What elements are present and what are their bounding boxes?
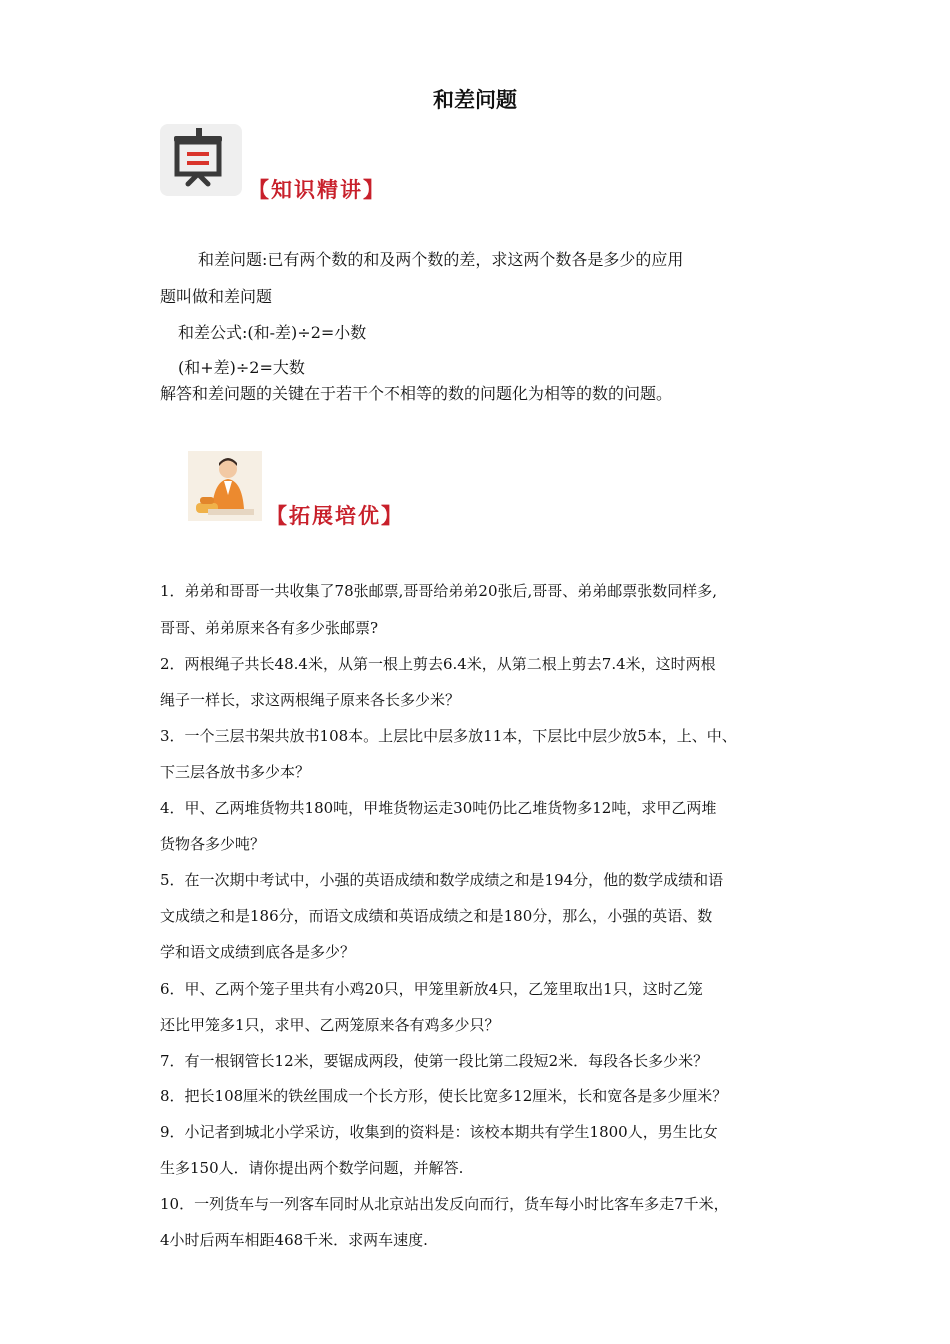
- extension-icon-box: [188, 451, 262, 521]
- question-line: 1．弟弟和哥哥一共收集了78张邮票,哥哥给弟弟20张后,哥哥、弟弟邮票张数同样多,: [160, 582, 718, 600]
- presentation-board-icon: [160, 124, 242, 196]
- question-line: 4小时后两车相距468千米．求两车速度.: [160, 1231, 428, 1249]
- question-line: 绳子一样长，求这两根绳子原来各长多少米？: [160, 691, 461, 709]
- extension-banner: 【拓展培优】: [266, 503, 404, 528]
- knowledge-text-line: (和+差)÷2=大数: [178, 358, 305, 377]
- question-line: 5．在一次期中考试中，小强的英语成绩和数学成绩之和是194分，他的数学成绩和语: [160, 871, 724, 889]
- question-line: 文成绩之和是186分，而语文成绩和英语成绩之和是180分，那么，小强的英语、数: [160, 907, 713, 925]
- question-line: 10．一列货车与一列客车同时从北京站出发反向而行，货车每小时比客车多走7千米，: [160, 1195, 729, 1213]
- question-line: 6．甲、乙两个笼子里共有小鸡20只，甲笼里新放4只，乙笼里取出1只，这时乙笼: [160, 980, 703, 998]
- knowledge-text-line: 和差公式:(和-差)÷2=小数: [178, 323, 367, 342]
- question-line: 哥哥、弟弟原来各有多少张邮票?: [160, 619, 379, 637]
- question-line: 学和语文成绩到底各是多少？: [160, 943, 356, 961]
- knowledge-banner: 【知识精讲】: [248, 177, 386, 202]
- question-line: 4．甲、乙两堆货物共180吨，甲堆货物运走30吨仍比乙堆货物多12吨，求甲乙两堆: [160, 799, 717, 817]
- knowledge-icon-box: [160, 124, 242, 196]
- teacher-figure-icon: [188, 451, 262, 521]
- question-line: 3．一个三层书架共放书108本。上层比中层多放11本，下层比中层少放5本，上、中、: [160, 727, 737, 745]
- page-title: 和差问题: [433, 88, 517, 112]
- question-line: 生多150人．请你提出两个数学问题，并解答.: [160, 1159, 464, 1177]
- question-line: 8．把长108厘米的铁丝围成一个长方形，使长比宽多12厘米，长和宽各是多少厘米？: [160, 1087, 728, 1105]
- knowledge-text-line: 和差问题:已有两个数的和及两个数的差，求这两个数各是多少的应用: [198, 250, 684, 269]
- question-line: 9．小记者到城北小学采访，收集到的资料是：该校本期共有学生1800人，男生比女: [160, 1123, 718, 1141]
- question-line: 2．两根绳子共长48.4米，从第一根上剪去6.4米，从第二根上剪去7.4米，这时两根: [160, 655, 716, 673]
- question-line: 7．有一根钢管长12米，要锯成两段，使第一段比第二段短2米．每段各长多少米？: [160, 1052, 709, 1070]
- question-line: 下三层各放书多少本？: [160, 763, 311, 781]
- knowledge-text-line: 题叫做和差问题: [160, 287, 273, 306]
- knowledge-text-line: 解答和差问题的关键在于若干个不相等的数的问题化为相等的数的问题。: [160, 384, 673, 403]
- question-line: 还比甲笼多1只，求甲、乙两笼原来各有鸡多少只？: [160, 1016, 500, 1034]
- question-line: 货物各多少吨？: [160, 835, 266, 853]
